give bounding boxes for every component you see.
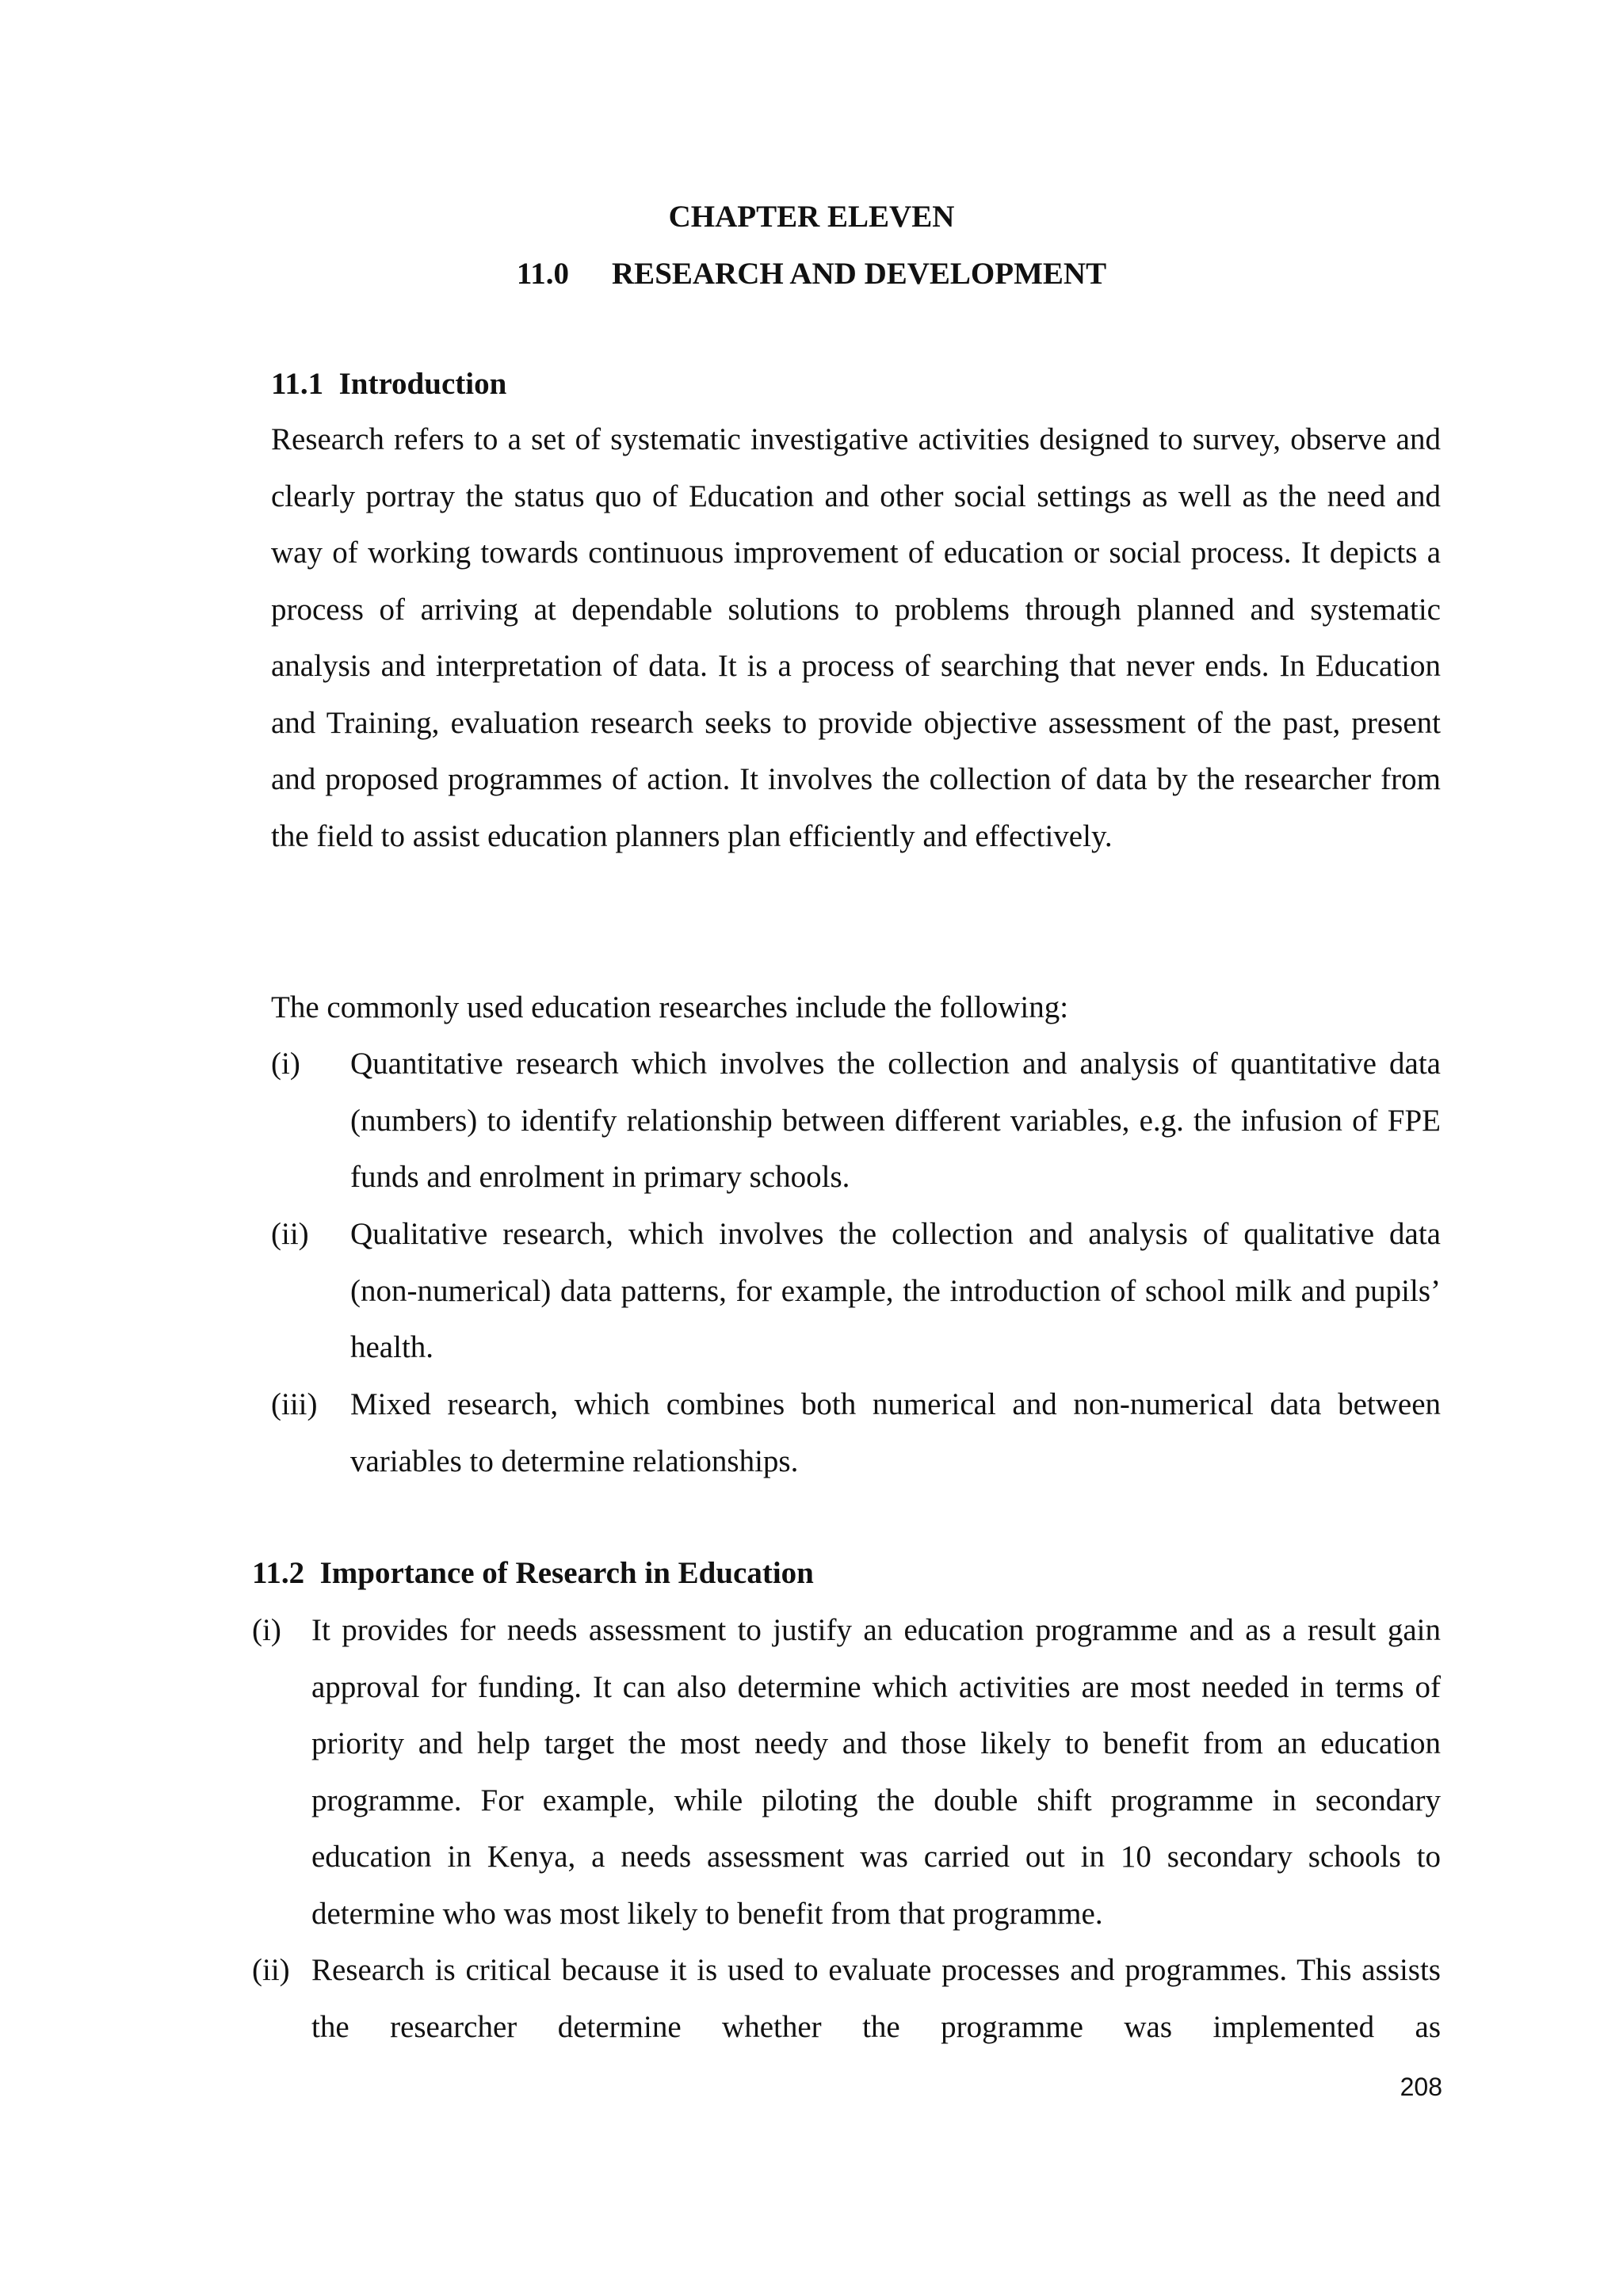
list-item-text: Quantitative research which involves the collection and analysis of quantitative data (numbers) to identify relationship between different variables, e.g. the infusion of FPE funds and enrolment in primary schools. xyxy=(350,1047,1441,1194)
research-types-intro: The commonly used education researches include the following: xyxy=(271,990,1069,1024)
list-item-number: (iii) xyxy=(271,1387,318,1421)
list-item-number: (ii) xyxy=(252,1953,290,1987)
list-item-number: (i) xyxy=(271,1047,300,1081)
list-item-text: It provides for needs assessment to justify an education programme and as a result gain approval for funding. It can also determine which activities are most needed in terms of priority and help target the most needy and those likely to benefit from an education programme. For example, while piloting the double shift programme in secondary education in Kenya, a needs assessment was carried out in 10 secondary schools to determine who was most likely to benefit from that programme. xyxy=(311,1613,1441,1931)
list-item-number: (i) xyxy=(252,1613,281,1647)
list-item-text: Qualitative research, which involves the collection and analysis of qualitative data (non-numerical) data patterns, for example, the introduction of school milk and pupils’ health. xyxy=(350,1217,1441,1364)
list-item-number: (ii) xyxy=(271,1217,309,1251)
importance-heading: 11.2 Importance of Research in Education xyxy=(252,1556,814,1590)
introduction-paragraph: Research refers to a set of systematic investigative activities designed to survey, observe and clearly portray the status quo of Education and other social settings as well as the need and way of working towards continuous improvement of education or social process. It depicts a process of arriving at dependable solutions to problems through planned and systematic analysis and interpretation of data. It is a process of searching that never ends. In Education and Training, evaluation research seeks to provide objective assessment of the past, present and proposed programmes of action. It involves the collection of data by the researcher from the field to assist education planners plan efficiently and effectively. xyxy=(271,422,1441,853)
page-number: 208 xyxy=(1400,2073,1442,2101)
section-number: 11.0 xyxy=(516,257,570,291)
list-item-text: Research is critical because it is used to evaluate processes and programmes. This assists the researcher determine whether the programme was implemented as xyxy=(311,1953,1441,2044)
section-title: RESEARCH AND DEVELOPMENT xyxy=(612,257,1107,291)
introduction-heading: 11.1 Introduction xyxy=(271,367,507,401)
list-item-text: Mixed research, which combines both numerical and non-numerical data between variables to determine relationships. xyxy=(350,1387,1441,1478)
chapter-title: CHAPTER ELEVEN xyxy=(668,200,955,234)
section-heading xyxy=(0,255,1623,293)
